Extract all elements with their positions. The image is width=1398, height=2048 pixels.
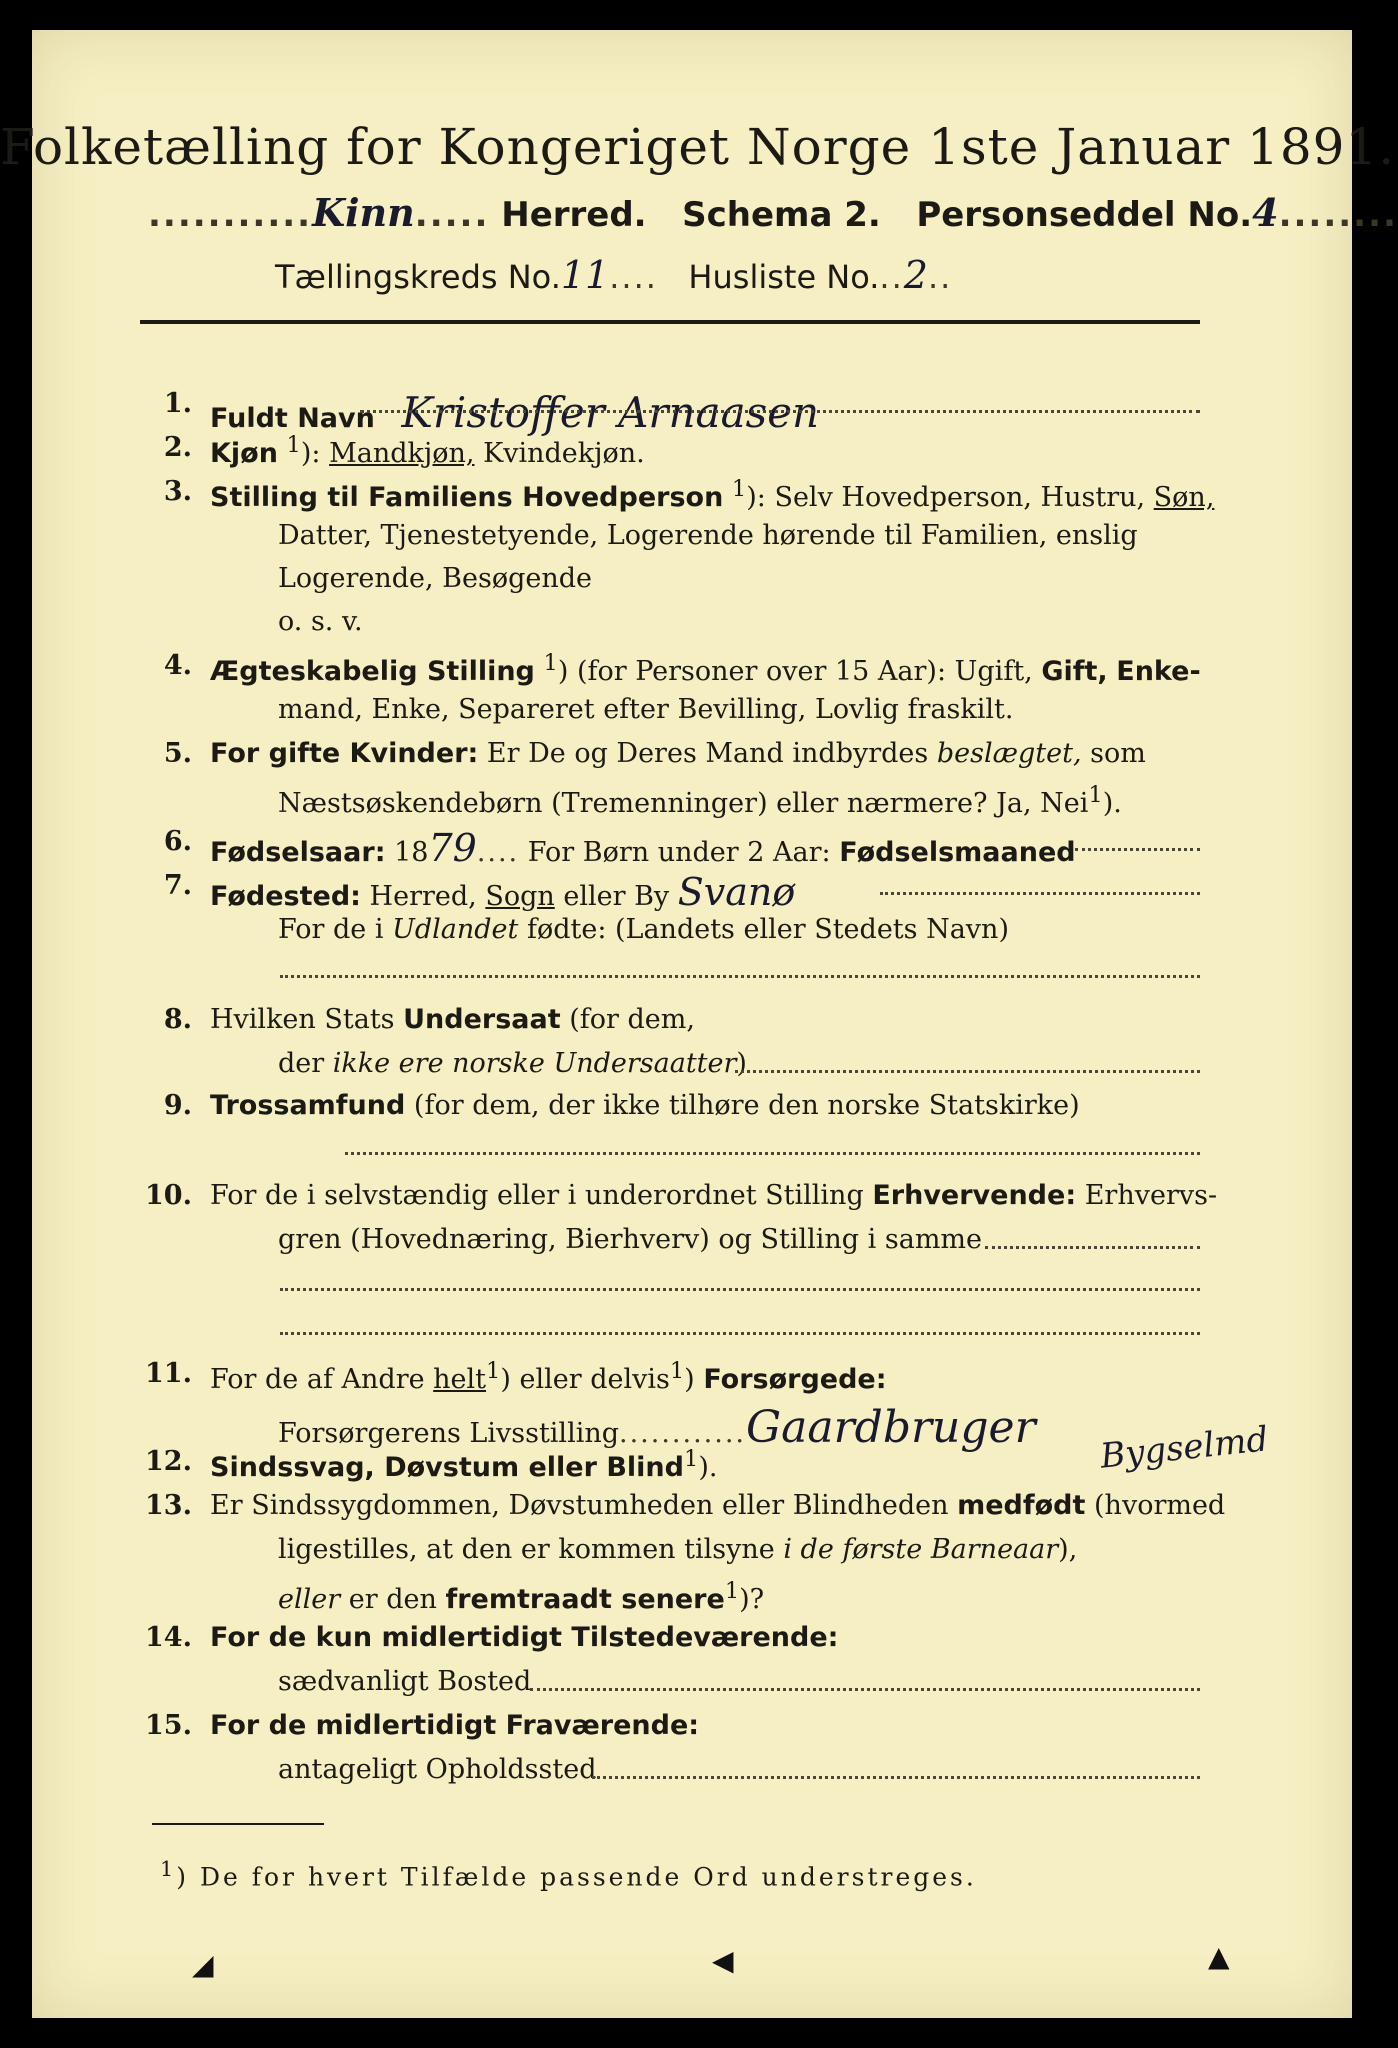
- q6-value: 79: [428, 826, 477, 870]
- footnote: [160, 1857, 977, 1891]
- q6-maaned: Fødselsmaaned: [839, 837, 1076, 868]
- answer-line: [280, 1332, 1200, 1335]
- item-number: 7.: [163, 870, 192, 901]
- footnote-ref: 1: [1088, 782, 1103, 808]
- personseddel-value: 4: [1252, 190, 1279, 235]
- punch-mark-right: ▲: [1208, 1940, 1230, 1973]
- q5-beslaegtet: beslægtet,: [936, 738, 1082, 769]
- q13-line3: eller er den fremtraadt senere$^1$)?: [278, 1578, 765, 1615]
- item-number: 12.: [145, 1446, 192, 1477]
- answer-line: [280, 975, 1200, 978]
- q4-label: Ægteskabelig Stilling: [210, 656, 535, 687]
- herred-label: Herred.: [501, 195, 647, 235]
- q7-value: Svanø: [677, 870, 796, 914]
- q9-label: Trossamfund: [210, 1090, 406, 1121]
- q10-label: Erhvervende:: [872, 1180, 1077, 1211]
- q12-disability: Sindssvag, Døvstum eller Blind$^1$).: [210, 1446, 718, 1483]
- q3-options: Selv Hovedperson, Hustru,: [774, 482, 1146, 513]
- q3-line3: Logerende, Besøgende: [278, 563, 592, 594]
- item-number: 1.: [163, 388, 192, 419]
- kreds-value: 11: [560, 253, 610, 297]
- item-number: 4.: [163, 650, 192, 681]
- q4-options: (for Personer over 15 Aar): Ugift,: [576, 656, 1033, 687]
- answer-line: [345, 1152, 1200, 1155]
- answer-line: [360, 410, 1200, 413]
- footnote-ref: 1: [486, 1358, 501, 1384]
- q4-line2: mand, Enke, Separeret efter Bevilling, Lovlig fraskilt.: [278, 694, 1014, 725]
- q10-occupation: For de i selvstændig eller i underordnet Stilling Erhvervende: Erhvervs-: [210, 1180, 1218, 1211]
- q8-line2: der ikke ere norske Undersaatter): [278, 1048, 747, 1079]
- q7-birthplace: [210, 870, 795, 914]
- q6-children: For Børn under 2 Aar:: [527, 837, 831, 868]
- q9-religion: Trossamfund (for dem, der ikke tilhøre den norske Statskirke): [210, 1090, 1080, 1121]
- q13-congenital: Er Sindssygdommen, Døvstumheden eller Blindheden medfødt (hvormed: [210, 1490, 1226, 1521]
- q3-son: Søn,: [1153, 482, 1215, 513]
- footnote-ref: 1: [543, 650, 558, 676]
- footnote-ref: 1: [669, 1358, 685, 1384]
- item-number: 8.: [163, 1004, 192, 1035]
- footnote-ref: 1: [724, 1578, 740, 1604]
- item-number: 6.: [163, 826, 192, 857]
- answer-line: [880, 892, 1200, 895]
- q2-sex: Kjøn $^1$): Mandkjøn, Kvindekjøn.: [210, 432, 645, 469]
- footnote-ref: 1: [683, 1446, 699, 1472]
- personseddel-label: Personseddel No.: [916, 195, 1253, 235]
- item-number: 10.: [145, 1180, 192, 1211]
- q4-enke: Enke-: [1116, 656, 1201, 687]
- dot-leader: ........: [1278, 195, 1398, 235]
- q2-label: Kjøn: [210, 438, 278, 469]
- item-number: 2.: [163, 432, 192, 463]
- husliste-value: 2: [903, 253, 928, 297]
- q11-line2: Forsørgerens Livsstilling............Gaardbruger: [278, 1402, 1036, 1453]
- q14-label: For de kun midlertidigt Tilstedeværende:: [210, 1622, 839, 1653]
- q1-label: Fuldt Navn: [210, 403, 375, 434]
- q3-line4: o. s. v.: [278, 606, 363, 637]
- header-line-kreds: [275, 253, 952, 297]
- item-number: 5.: [163, 738, 192, 769]
- item-number: 13.: [145, 1490, 192, 1521]
- q7-by: eller By: [563, 881, 670, 912]
- footnote-ref: 1: [731, 476, 747, 502]
- q10-line2: gren (Hovednæring, Bierhverv) og Stilling i samme: [278, 1224, 983, 1255]
- answer-line: [530, 1688, 1200, 1691]
- q13-label: medfødt: [957, 1490, 1086, 1521]
- answer-line: [592, 1776, 1200, 1779]
- q14-line2: sædvanligt Bosted: [278, 1666, 532, 1697]
- answer-line: [985, 1246, 1200, 1249]
- q11-label: Forsørgede:: [703, 1364, 887, 1395]
- q15-line2: antageligt Opholdssted: [278, 1754, 597, 1785]
- q4-marital: Ægteskabelig Stilling $^1$) (for Personer over 15 Aar): Ugift, Gift, Enke-: [210, 650, 1201, 687]
- q5-married-women: [210, 738, 1146, 769]
- header-line-herred: [148, 190, 1398, 235]
- form-title: Folketælling for Kongeriget Norge 1ste Januar 1891.: [0, 118, 1396, 176]
- herred-value: Kinn: [312, 190, 415, 235]
- q6-prefix: 18: [394, 837, 429, 868]
- schema-label: Schema 2.: [682, 195, 881, 235]
- item-number: 3.: [163, 476, 192, 507]
- q6-birth-year: [210, 826, 1076, 870]
- dot-leader: ............: [619, 1418, 747, 1449]
- footnote-text: ) De for hvert Tilfælde passende Ord understreges.: [176, 1862, 977, 1892]
- q8-label: Undersaat: [403, 1004, 561, 1035]
- footnote-marker: 1: [160, 1857, 177, 1881]
- q5-line2: Næstsøskendebørn (Tremenninger) eller nærmere? Ja, Nei$^1$).: [278, 782, 1122, 819]
- q3-label: Stilling til Familiens Hovedperson: [210, 482, 724, 513]
- q6-label: Fødselsaar:: [210, 837, 386, 868]
- punch-mark-center: ◀: [712, 1944, 734, 1977]
- answer-line: [1075, 848, 1200, 851]
- q13-line2: ligestilles, at den er kommen tilsyne i de første Barneaar),: [278, 1534, 1078, 1565]
- dot-leader: ....: [476, 837, 520, 868]
- q7-sogn: Sogn: [485, 881, 555, 912]
- dot-leader: .....: [414, 195, 490, 235]
- q3-line2: Datter, Tjenestetyende, Logerende hørende til Familien, enslig: [278, 520, 1138, 551]
- q2-kvindekjon: Kvindekjøn.: [483, 438, 645, 469]
- dot-leader: ..: [879, 258, 904, 296]
- q4-gift: Gift,: [1041, 656, 1108, 687]
- q11-supported: For de af Andre helt$^1$) eller delvis$^1$) Forsørgede:: [210, 1358, 887, 1395]
- header-divider: [140, 320, 1200, 324]
- kreds-label: Tællingskreds No.: [275, 258, 561, 296]
- punch-mark-left: ◢: [192, 1948, 214, 1981]
- q3-position: Stilling til Familiens Hovedperson $^1$): Selv Hovedperson, Hustru, Søn,: [210, 476, 1215, 513]
- q11-value-2: Bygselmd: [1098, 1419, 1271, 1477]
- q7-line2: For de i Udlandet fødte: (Landets eller Stedets Navn): [278, 914, 1009, 945]
- q5-label: For gifte Kvinder:: [210, 738, 479, 769]
- q5-som: som: [1090, 738, 1146, 769]
- q2-mandkjon: Mandkjøn,: [329, 438, 475, 469]
- footnote-divider: [152, 1823, 324, 1825]
- item-number: 11.: [145, 1358, 192, 1389]
- answer-line: [280, 1288, 1200, 1291]
- q7-herred: Herred,: [369, 881, 477, 912]
- dot-leader: ...........: [148, 195, 313, 235]
- q8-citizenship: Hvilken Stats Undersaat (for dem,: [210, 1004, 695, 1035]
- q11-value: Gaardbruger: [746, 1402, 1036, 1453]
- item-number: 15.: [145, 1710, 192, 1741]
- item-number: 14.: [145, 1622, 192, 1653]
- dot-leader: ..: [927, 258, 953, 296]
- dot-leader: ....: [609, 258, 658, 296]
- answer-line: [735, 1070, 1200, 1073]
- q7-label: Fødested:: [210, 881, 361, 912]
- footnote-ref: 1: [286, 432, 301, 458]
- q12-label: Sindssvag, Døvstum eller Blind: [210, 1452, 684, 1483]
- q1-value: Kristoffer Arnaasen: [401, 388, 820, 437]
- husliste-label: Husliste No.: [688, 258, 880, 296]
- q5-question: Er De og Deres Mand indbyrdes: [486, 738, 929, 769]
- q15-label: For de midlertidigt Fraværende:: [210, 1710, 700, 1741]
- item-number: 9.: [163, 1090, 192, 1121]
